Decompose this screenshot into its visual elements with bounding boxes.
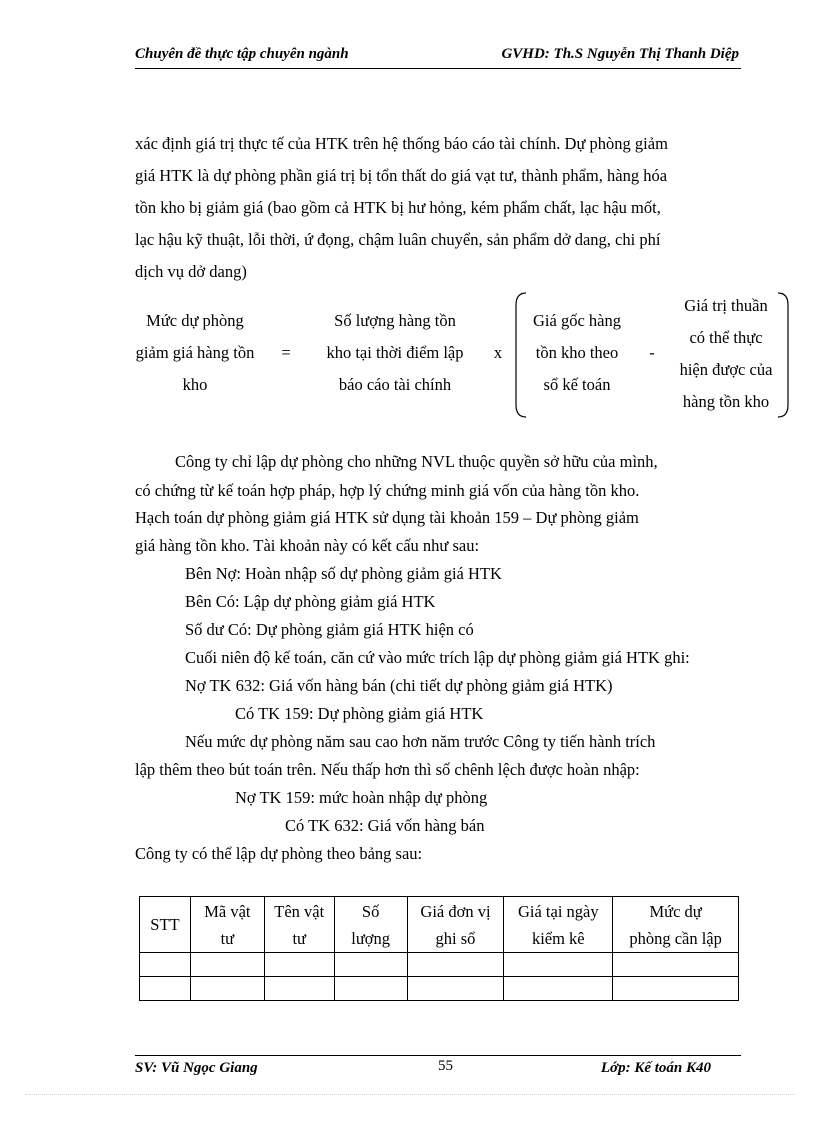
formula-text: sổ kế toán [543, 375, 611, 394]
footer-student: SV: Vũ Ngọc Giang [135, 1060, 258, 1076]
formula-term-net-value [664, 290, 788, 418]
table-header-row [140, 897, 739, 953]
intro-line: giá HTK là dự phòng phần giá trị bị tổn thất do giá vạt tư, thành phẩm, hàng hóa [135, 166, 668, 185]
body-line: có chứng từ kế toán hợp pháp, hợp lý chứng minh giá vốn của hàng tồn kho. [135, 481, 640, 500]
body-line: Nợ TK 159: mức hoàn nhập dự phòng [235, 788, 488, 807]
body-line: Công ty có thể lập dự phòng theo bảng sau: [135, 844, 423, 863]
body-line: Nếu mức dự phòng năm sau cao hơn năm trước Công ty tiến hành trích [185, 732, 656, 751]
intro-line: dịch vụ dở dang) [135, 262, 247, 281]
table-header-cell: Mức dự phòng cần lập [613, 897, 739, 953]
intro-line: xác định giá trị thực tế của HTK trên hệ thống báo cáo tài chính. Dự phòng giảm [135, 134, 668, 153]
body-line: Công ty chỉ lập dự phòng cho những NVL thuộc quyền sở hữu của mình, [175, 452, 658, 471]
formula-equals: = [281, 343, 291, 362]
page-edge-divider [25, 1094, 795, 1095]
formula-text: kho tại thời điểm lập [326, 343, 464, 362]
formula-text: kho [182, 375, 208, 394]
footer-class: Lớp: Kế toán K40 [600, 1060, 711, 1076]
body-line: Bên Nợ: Hoàn nhập số dự phòng giảm giá HTK [185, 564, 502, 583]
body-line: Có TK 159: Dự phòng giảm giá HTK [235, 704, 484, 723]
body-line: Bên Có: Lập dự phòng giảm giá HTK [185, 592, 436, 611]
provision-table [139, 896, 739, 1001]
formula-times: x [493, 343, 503, 362]
body-line: Số dư Có: Dự phòng giảm giá HTK hiện có [185, 620, 474, 639]
body-line: lập thêm theo bút toán trên. Nếu thấp hơn thì số chênh lệch được hoàn nhập: [135, 760, 640, 779]
intro-line: tồn kho bị giảm giá (bao gồm cả HTK bị hư hỏng, kém phẩm chất, lạc hậu mốt, [135, 198, 661, 217]
formula-minus: - [649, 343, 655, 362]
table-header-cell: Tên vật tư [264, 897, 334, 953]
body-line: Hạch toán dự phòng giảm giá HTK sử dụng tài khoản 159 – Dự phòng giảm [135, 508, 639, 527]
formula-text: báo cáo tài chính [338, 375, 452, 394]
formula-text: Số lượng hàng tồn [334, 311, 456, 330]
formula-text: Mức dự phòng [146, 311, 244, 330]
formula-text: Giá trị thuần [684, 296, 768, 315]
table-header-cell: STT [140, 897, 191, 953]
header-advisor: GVHD: Th.S Nguyễn Thị Thanh Diệp [501, 46, 739, 62]
table-header-cell: Số lượng [334, 897, 407, 953]
page-number: 55 [438, 1058, 453, 1074]
formula-term-book-cost [518, 305, 636, 401]
formula-text: tồn kho theo [535, 343, 619, 362]
table-header-cell: Mã vật tư [190, 897, 264, 953]
formula-text: hàng tồn kho [682, 392, 770, 411]
formula-term-provision [120, 305, 270, 401]
header-title: Chuyên đề thực tập chuyên ngành [135, 46, 349, 62]
formula-text: hiện được của [679, 360, 773, 379]
page-header [135, 44, 741, 69]
body-line: Nợ TK 632: Giá vốn hàng bán (chi tiết dự phòng giảm giá HTK) [185, 676, 613, 695]
body-line: Có TK 632: Giá vốn hàng bán [285, 816, 485, 835]
page-footer [135, 1055, 741, 1076]
table-row [140, 953, 739, 977]
body-line: giá hàng tồn kho. Tài khoản này có kết cấu như sau: [135, 536, 480, 555]
formula-text: Giá gốc hàng [533, 311, 621, 330]
intro-line: lạc hậu kỹ thuật, lỗi thời, ứ đọng, chậm luân chuyển, sản phẩm dở dang, chi phí [135, 230, 661, 249]
formula-text: có thể thực [689, 328, 763, 347]
body-line: Cuối niên độ kế toán, căn cứ vào mức trích lập dự phòng giảm giá HTK ghi: [185, 648, 690, 667]
formula-text: giảm giá hàng tồn [135, 343, 255, 362]
table-row [140, 977, 739, 1001]
table-header-cell: Giá đơn vị ghi sổ [407, 897, 504, 953]
formula-term-quantity [305, 305, 485, 401]
table-header-cell: Giá tại ngày kiểm kê [504, 897, 613, 953]
